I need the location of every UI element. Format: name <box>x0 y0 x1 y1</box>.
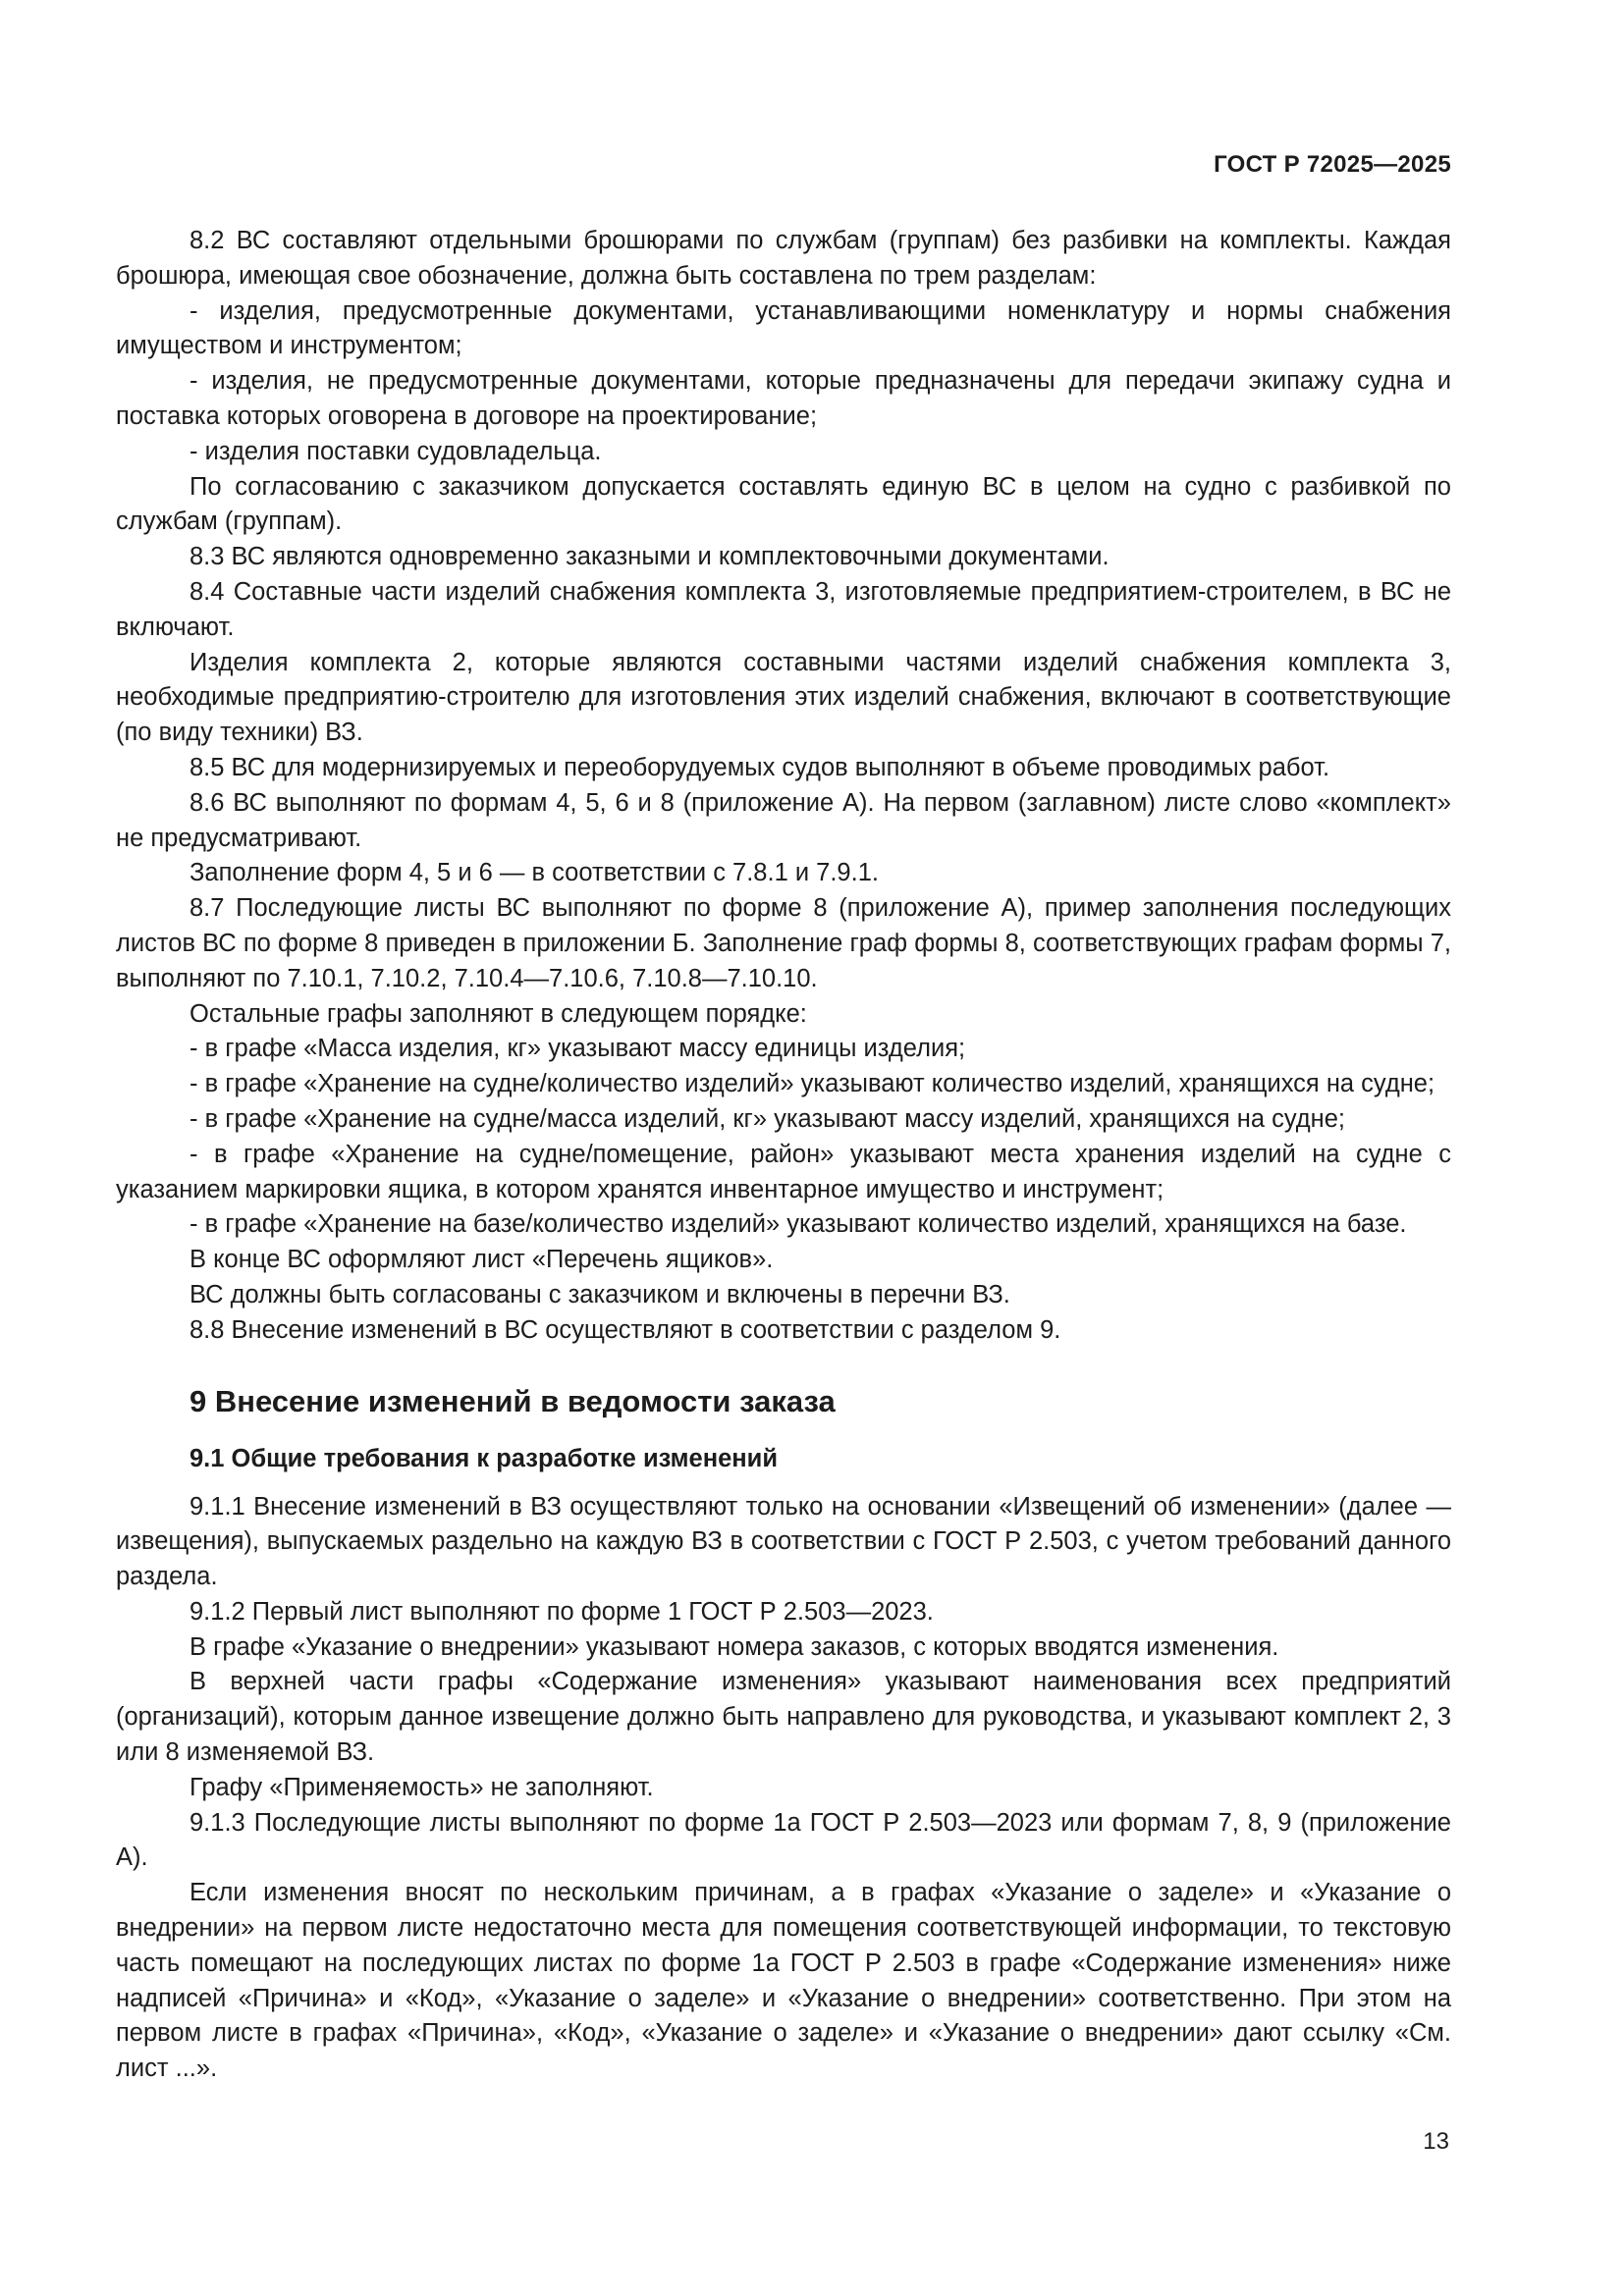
paragraph: Изделия комплекта 2, которые являются составными частями изделий снабжения комплекта 3, необходимые предприятию-строителю для изготовления этих изделий снабжения, включают в соответствующие (по виду техники) ВЗ. <box>116 648 1451 747</box>
paragraph: По согласованию с заказчиком допускается составлять единую ВС в целом на судно с разбивкой по службам (группам). <box>116 472 1451 536</box>
paragraph: ВС должны быть согласованы с заказчиком и включены в перечни ВЗ. <box>189 1280 1010 1308</box>
list-item: - в графе «Масса изделия, кг» указывают массу единицы изделия; <box>189 1035 966 1063</box>
paragraph: В верхней части графы «Содержание изменения» указывают наименования всех предприятий (организаций), которым данное извещение должно быть направлено для руководства, и указывают комплект 2, 3 или 8 изменяемой ВЗ. <box>116 1668 1451 1767</box>
list-item: - в графе «Хранение на судне/масса изделий, кг» указывают массу изделий, хранящихся на судне; <box>189 1104 1345 1133</box>
paragraph: 8.4 Составные части изделий снабжения комплекта 3, изготовляемые предприятием-строителем, в ВС не включают. <box>116 577 1451 641</box>
page-number: 13 <box>1423 2128 1449 2155</box>
document-header: ГОСТ Р 72025—2025 <box>1214 151 1451 178</box>
paragraph: Графу «Применяемость» не заполняют. <box>189 1773 654 1801</box>
paragraph: 9.1.2 Первый лист выполняют по форме 1 ГОСТ Р 2.503—2023. <box>189 1597 934 1626</box>
paragraph: 8.3 ВС являются одновременно заказными и комплектовочными документами. <box>189 543 1110 571</box>
list-item: - в графе «Хранение на базе/количество изделий» указывают количество изделий, хранящихся на базе. <box>189 1210 1407 1239</box>
paragraph: 8.5 ВС для модернизируемых и переоборудуемых судов выполняют в объеме проводимых работ. <box>189 753 1330 781</box>
list-item: - изделия поставки судовладельца. <box>189 437 602 465</box>
document-body <box>116 224 1451 2087</box>
paragraph: 9.1.1 Внесение изменений в ВЗ осуществляют только на основании «Извещений об изменении» (далее — извещения), выпускаемых раздельно на каждую ВЗ в соответствии с ГОСТ Р 2.503, с учетом требований данного раздела. <box>116 1492 1451 1591</box>
list-item: - изделия, не предусмотренные документами, которые предназначены для передачи экипажу судна и поставка которых оговорена в договоре на проектирование; <box>116 367 1451 430</box>
paragraph: Если изменения вносят по нескольким причинам, а в графах «Указание о заделе» и «Указание о внедрении» на первом листе недостаточно места для помещения соответствующей информации, то текстовую часть помещают на последующих листах по форме 1а ГОСТ Р 2.503 в графе «Содержание изменения» ниже надписей «Причина» и «Код», «Указание о заделе» и «Указание о внедрении» соответственно. При этом на первом листе в графах «Причина», «Код», «Указание о заделе» и «Указание о внедрении» дают ссылку «См. лист ...». <box>116 1879 1451 2083</box>
paragraph: 8.6 ВС выполняют по формам 4, 5, 6 и 8 (приложение А). На первом (заглавном) листе слово «комплект» не предусматривают. <box>116 788 1451 852</box>
paragraph: Заполнение форм 4, 5 и 6 — в соответствии с 7.8.1 и 7.9.1. <box>189 859 879 887</box>
paragraph: Остальные графы заполняют в следующем порядке: <box>189 999 807 1028</box>
section-heading: 9 Внесение изменений в ведомости заказа <box>189 1383 836 1418</box>
list-item: - в графе «Хранение на судне/количество изделий» указывают количество изделий, хранящихся на судне; <box>189 1070 1435 1098</box>
paragraph: 8.2 ВС составляют отдельными брошюрами по службам (группам) без разбивки на комплекты. Каждая брошюра, имеющая свое обозначение, должна быть составлена по трем разделам: <box>116 227 1451 290</box>
paragraph: В конце ВС оформляют лист «Перечень ящиков». <box>189 1246 774 1274</box>
paragraph: 8.7 Последующие листы ВС выполняют по форме 8 (приложение А), пример заполнения последующих листов ВС по форме 8 приведен в приложении Б. Заполнение граф формы 8, соответствующих графам формы 7, выполняют по 7.10.1, 7.10.2, 7.10.4—7.10.6, 7.10.8—7.10.10. <box>116 894 1451 992</box>
list-item: - изделия, предусмотренные документами, устанавливающими номенклатуру и нормы снабжения имуществом и инструментом; <box>116 296 1451 360</box>
subsection-heading: 9.1 Общие требования к разработке изменений <box>189 1444 779 1472</box>
paragraph: 9.1.3 Последующие листы выполняют по форме 1а ГОСТ Р 2.503—2023 или формам 7, 8, 9 (приложение А). <box>116 1808 1451 1872</box>
paragraph: 8.8 Внесение изменений в ВС осуществляют в соответствии с разделом 9. <box>189 1315 1061 1344</box>
list-item: - в графе «Хранение на судне/помещение, район» указывают места хранения изделий на судне с указанием маркировки ящика, в котором хранятся инвентарное имущество и инструмент; <box>116 1140 1451 1203</box>
paragraph: В графе «Указание о внедрении» указывают номера заказов, с которых вводятся изменения. <box>189 1632 1279 1661</box>
